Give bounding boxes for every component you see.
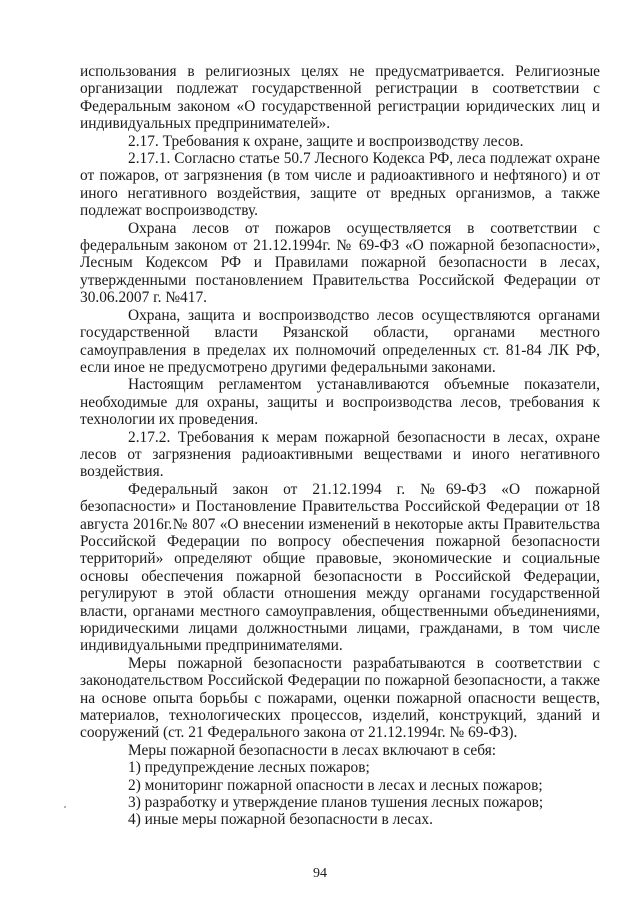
list-item: 1) предупреждение лесных пожаров; (128, 759, 370, 777)
section-heading-2-17: 2.17. Требования к охране, защите и воспроизводству лесов. (128, 132, 524, 150)
scan-speck (64, 806, 66, 808)
list-item: 2) мониторинг пожарной опасности в лесах и лесных пожаров; (128, 776, 543, 794)
paragraph-list-intro: Меры пожарной безопасности в лесах включают в себя: (128, 741, 497, 759)
body-text (80, 63, 600, 829)
paragraph-2-17-1: 2.17.1. Согласно статье 50.7 Лесного Кодекса РФ, леса подлежат охране от пожаров, от загрязнения (в том числе и радиоактивного и нефтяного) и от иного негативного воздействия, защите от вредных организмов, а также подлежат воспроизводству. (80, 150, 600, 220)
list-item: 4) иные меры пожарной безопасности в лесах. (128, 811, 433, 829)
paragraph-fire-protection: Охрана лесов от пожаров осуществляется в соответствии с федеральным законом от 21.12.1994г. № 69-ФЗ «О пожарной безопасности», Лесным Кодексом РФ и Правилами пожарной безопасности в лесах, утвержденными постановлением Правительства Российской Федерации от 30.06.2007 г. №417. (80, 219, 600, 307)
paragraph-fire-measures: Меры пожарной безопасности разрабатываются в соответствии с законодательством Российской Федерации по пожарной безопасности, а также на основе опыта борьбы с пожарами, оценки пожарной опасности веществ, материалов, технологических процессов, изделий, конструкций, зданий и сооружений (ст. 21 Федерального закона от 21.12.1994г. № 69-ФЗ). (80, 654, 600, 742)
paragraph-2-17-2: 2.17.2. Требования к мерам пожарной безопасности в лесах, охране лесов от загрязнения радиоактивными веществами и иного негативного воздействия. (80, 428, 600, 481)
paragraph-authorities: Охрана, защита и воспроизводство лесов осуществляются органами государственной власти Рязанской области, органами местного самоуправления в пределах их полномочий определенных ст. 81-84 ЛК РФ, если иное не предусмотрено другими федеральными законами. (80, 306, 600, 376)
paragraph-federal-law: Федеральный закон от 21.12.1994 г. №69-ФЗ «О пожарной безопасности» и Постановление Правительства Российской Федерации от 18 августа 2016г.№ 807 «О внесении изменений в некоторые акты Правительства Российской Федерации по вопросу обеспечения пожарной безопасности территорий» определяют общие правовые, экономические и социальные основы обеспечения пожарной безопасности в Российской Федерации, регулируют в этой области отношения между органами государственной власти, органами местного самоуправления, общественными объединениями, юридическими лицами должностными лицами, гражданами, в том числе индивидуальными предпринимателями. (80, 480, 600, 655)
paragraph-continuation: использования в религиозных целях не предусматривается. Религиозные организации подлежат государственной регистрации в соответствии с Федеральным законом «О государственной регистрации юридических лиц и индивидуальных предпринимателей». (80, 63, 600, 133)
list-item: 3) разработку и утверждение планов тушения лесных пожаров; (128, 794, 544, 812)
page-number: 94 (313, 866, 327, 881)
paragraph-regulation: Настоящим регламентом устанавливаются объемные показатели, необходимые для охраны, защиты и воспроизводства лесов, требования к технологии их проведения. (80, 376, 600, 429)
